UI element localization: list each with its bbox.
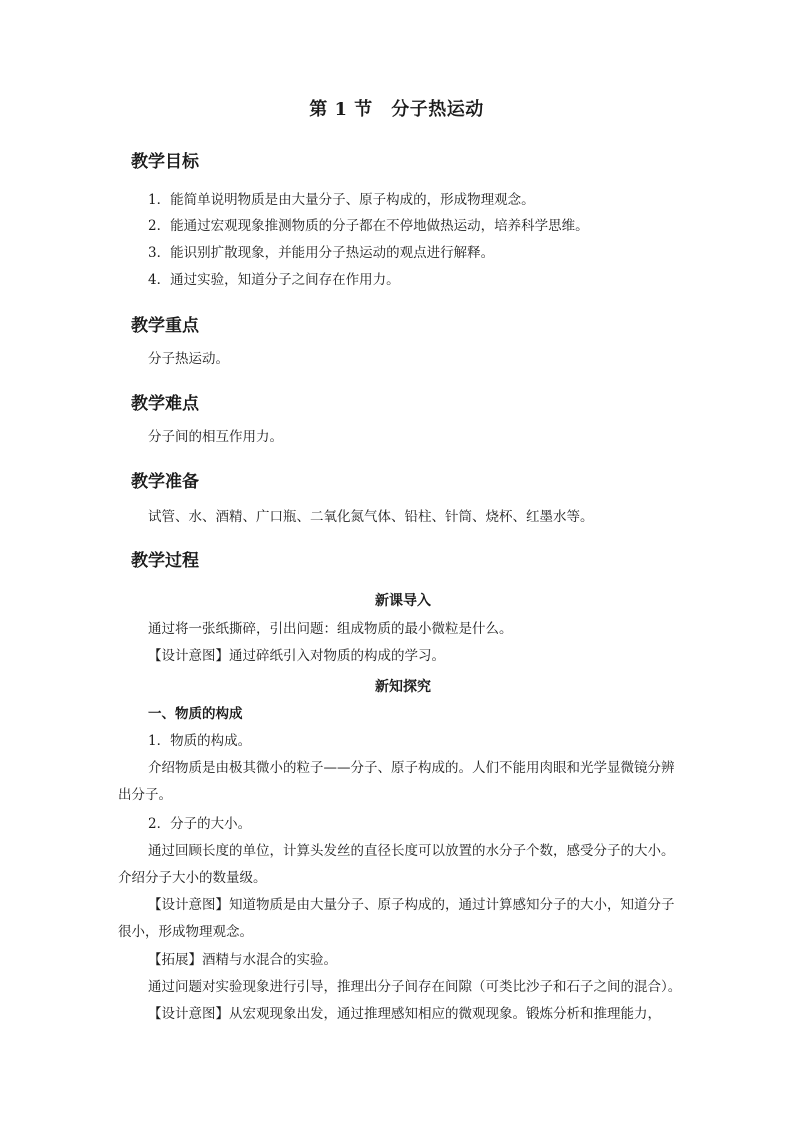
item1-text: 介绍物质是由极其微小的粒子——分子、原子构成的。人们不能用肉眼和光学显微镜分辨出分子。 bbox=[118, 760, 675, 803]
intro-heading: 新课导入 bbox=[375, 593, 431, 609]
preparation-text: 试管、水、酒精、广口瓶、二氧化氮气体、铅柱、针筒、烧杯、红墨水等。 bbox=[148, 509, 594, 525]
item2-text: 通过回顾长度的单位，计算头发丝的直径长度可以放置的水分子个数，感受分子的大小。介绍分子大小的数量级。 bbox=[118, 843, 675, 886]
key-point-heading: 教学重点 bbox=[127, 314, 205, 338]
extension-text: 通过问题对实验现象进行引导，推理出分子间存在间隙（可类比沙子和石子之间的混合）。 bbox=[148, 979, 682, 995]
objectives-heading: 教学目标 bbox=[127, 150, 205, 174]
difficulty-heading: 教学难点 bbox=[127, 392, 205, 416]
extension-heading: 【拓展】酒精与水混合的实验。 bbox=[148, 952, 337, 968]
item2-design-note: 【设计意图】知道物质是由大量分子、原子构成的，通过计算感知分子的大小，知道分子很小，形成物理观念。 bbox=[118, 897, 675, 940]
objective-item: 4．通过实验，知道分子之间存在作用力。 bbox=[148, 272, 400, 288]
extension-design-note: 【设计意图】从宏观现象出发，通过推理感知相应的微观现象。锻炼分析和推理能力， bbox=[148, 1006, 661, 1022]
page-title: 第 1 节 分子热运动 bbox=[309, 99, 484, 120]
list-item: 1．物质的构成。 bbox=[148, 733, 252, 749]
objective-item: 3．能识别扩散现象，并能用分子热运动的观点进行解释。 bbox=[148, 245, 495, 261]
objective-item: 1．能简单说明物质是由大量分子、原子构成的，形成物理观念。 bbox=[148, 192, 535, 208]
list-item: 2．分子的大小。 bbox=[148, 816, 252, 832]
intro-design-note: 【设计意图】通过碎纸引入对物质的构成的学习。 bbox=[148, 648, 445, 664]
process-heading: 教学过程 bbox=[127, 549, 205, 573]
explore-heading: 新知探究 bbox=[375, 679, 431, 695]
preparation-heading: 教学准备 bbox=[127, 470, 205, 494]
sub-heading: 一、物质的构成 bbox=[148, 706, 243, 722]
key-point-text: 分子热运动。 bbox=[148, 351, 229, 367]
intro-text: 通过将一张纸撕碎，引出问题：组成物质的最小微粒是什么。 bbox=[148, 621, 513, 637]
difficulty-text: 分子间的相互作用力。 bbox=[148, 429, 283, 445]
objective-item: 2．能通过宏观现象推测物质的分子都在不停地做热运动，培养科学思维。 bbox=[148, 218, 589, 234]
